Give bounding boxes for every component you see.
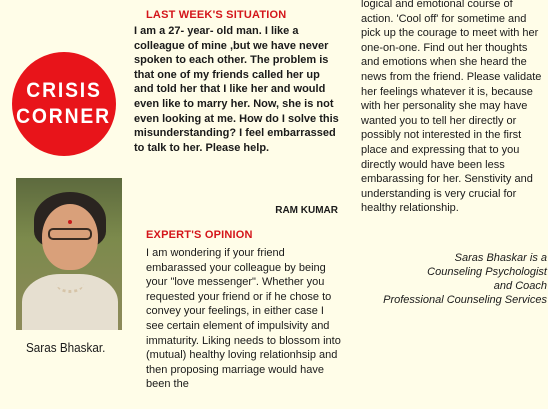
opinion-text-part1: I am wondering if your friend embarassed your colleague by being your "love messenger". Whether you requested your friend or if he chose to convey your feelings, in either case I see certain element of impulsivity and immaturity. Liking needs to blossom into (mutual) healthy loving relationhsip and then proposing marriage would have been the (146, 247, 341, 391)
middle-column (134, 0, 342, 409)
crisis-corner-badge (12, 52, 116, 156)
situation-heading: LAST WEEK'S SITUATION (146, 9, 287, 21)
bio-line3: and Coach (493, 280, 547, 292)
badge-line1: CRISIS (26, 79, 102, 102)
right-column (361, 0, 547, 409)
opinion-heading: EXPERT'S OPINION (146, 229, 253, 241)
badge-line2: CORNER (16, 105, 112, 128)
bio-line4: Professional Counseling Services (383, 294, 547, 306)
opinion-text-part2: logical and emotional course of action. 'Cool off' for sometime and pick up the courage to meet with her one-on-one. Find out her thoughts and emotions when she heard the news from the friend. Please validate her feelings whatever it is, because with her personality she may have wanted you to tell her directly or possibly not interested in the first place and expressing that to you directly would have been less embarassing for her. Senstivity and understanding is very crucial for healthy relationship. (361, 0, 542, 215)
letter-signature: RAM KUMAR (275, 205, 338, 216)
photo-caption: Saras Bhaskar. (26, 340, 106, 355)
author-photo (16, 178, 122, 330)
bio-line1: Saras Bhaskar is a (454, 252, 547, 264)
left-column (0, 0, 132, 409)
situation-letter: I am a 27- year- old man. I like a colleague of mine ,but we have never spoken to each other. The problem is that one of my friends called her up and told her that I like her and would even like to marry her. Now, she is not even looking at me. How do I solve this misunderstanding? I feel embarrassed to talk to her. Please help. (134, 25, 339, 154)
bio-line2: Counseling Psychologist (427, 266, 547, 278)
author-bio (361, 251, 547, 307)
